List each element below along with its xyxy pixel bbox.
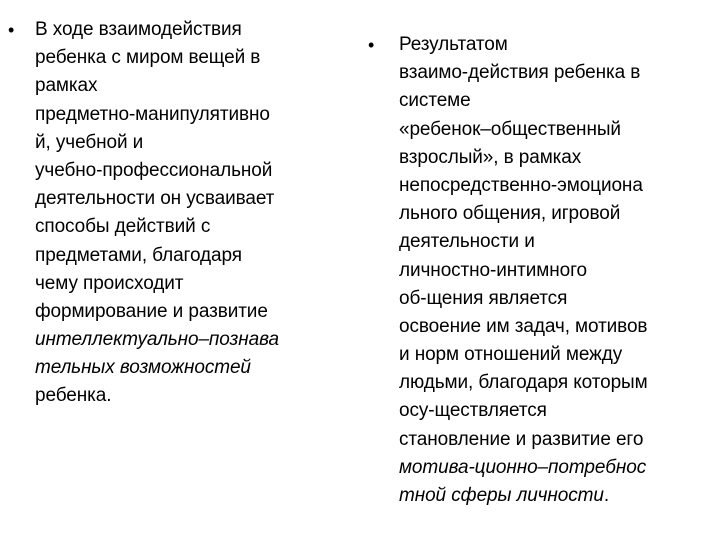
text-line: ребенка.	[35, 385, 112, 407]
text-line: предметами, благодаря	[35, 244, 242, 266]
text-line	[399, 482, 648, 510]
text-line: непосредственно-эмоциона	[399, 174, 643, 196]
text-line: рамках	[35, 75, 98, 97]
bullet-marker: •	[368, 35, 375, 55]
text-line: В ходе взаимодействия	[35, 19, 242, 40]
text-line: личностно-интимного	[399, 259, 587, 281]
text-line: об-щения является	[399, 287, 568, 309]
text-line: взрослый», в рамках	[399, 146, 582, 168]
text-line: формирование и развитие	[35, 300, 268, 322]
text-line: осу-ществляется	[399, 400, 547, 422]
text-line: освоение им задач, мотивов	[399, 315, 648, 337]
italic-text-line: мотива-ционно–потребнос	[399, 456, 647, 478]
text-line: системе	[399, 90, 471, 112]
text-line: учебно-профессиональной	[35, 159, 273, 181]
text-line: чему происходит	[35, 272, 184, 294]
italic-text-fragment: тной сферы личности	[399, 485, 604, 506]
text-line: ребенка с миром вещей в	[35, 47, 261, 69]
text-line: и норм отношений между	[399, 344, 623, 366]
text-line: людьми, благодаря которым	[399, 372, 648, 394]
text-line: взаимо-действия ребенка в	[399, 62, 641, 84]
period: .	[603, 485, 609, 506]
text-line: льного общения, игровой	[399, 203, 621, 225]
text-line: деятельности и	[399, 231, 535, 253]
right-paragraph	[399, 31, 648, 510]
text-line: Результатом	[399, 34, 508, 55]
text-line: й, учебной и	[35, 131, 144, 153]
left-paragraph	[35, 16, 279, 411]
italic-text-line: тельных возможностей	[35, 357, 251, 379]
italic-text-line: интеллектуально–познава	[35, 329, 279, 351]
bullet-marker: •	[8, 20, 15, 40]
text-line: предметно-манипулятивно	[35, 103, 270, 125]
text-line: способы действий с	[35, 216, 211, 238]
text-line: становление и развитие его	[399, 428, 644, 450]
text-line: деятельности он усваивает	[35, 188, 275, 210]
text-line: «ребенок–общественный	[399, 118, 621, 140]
